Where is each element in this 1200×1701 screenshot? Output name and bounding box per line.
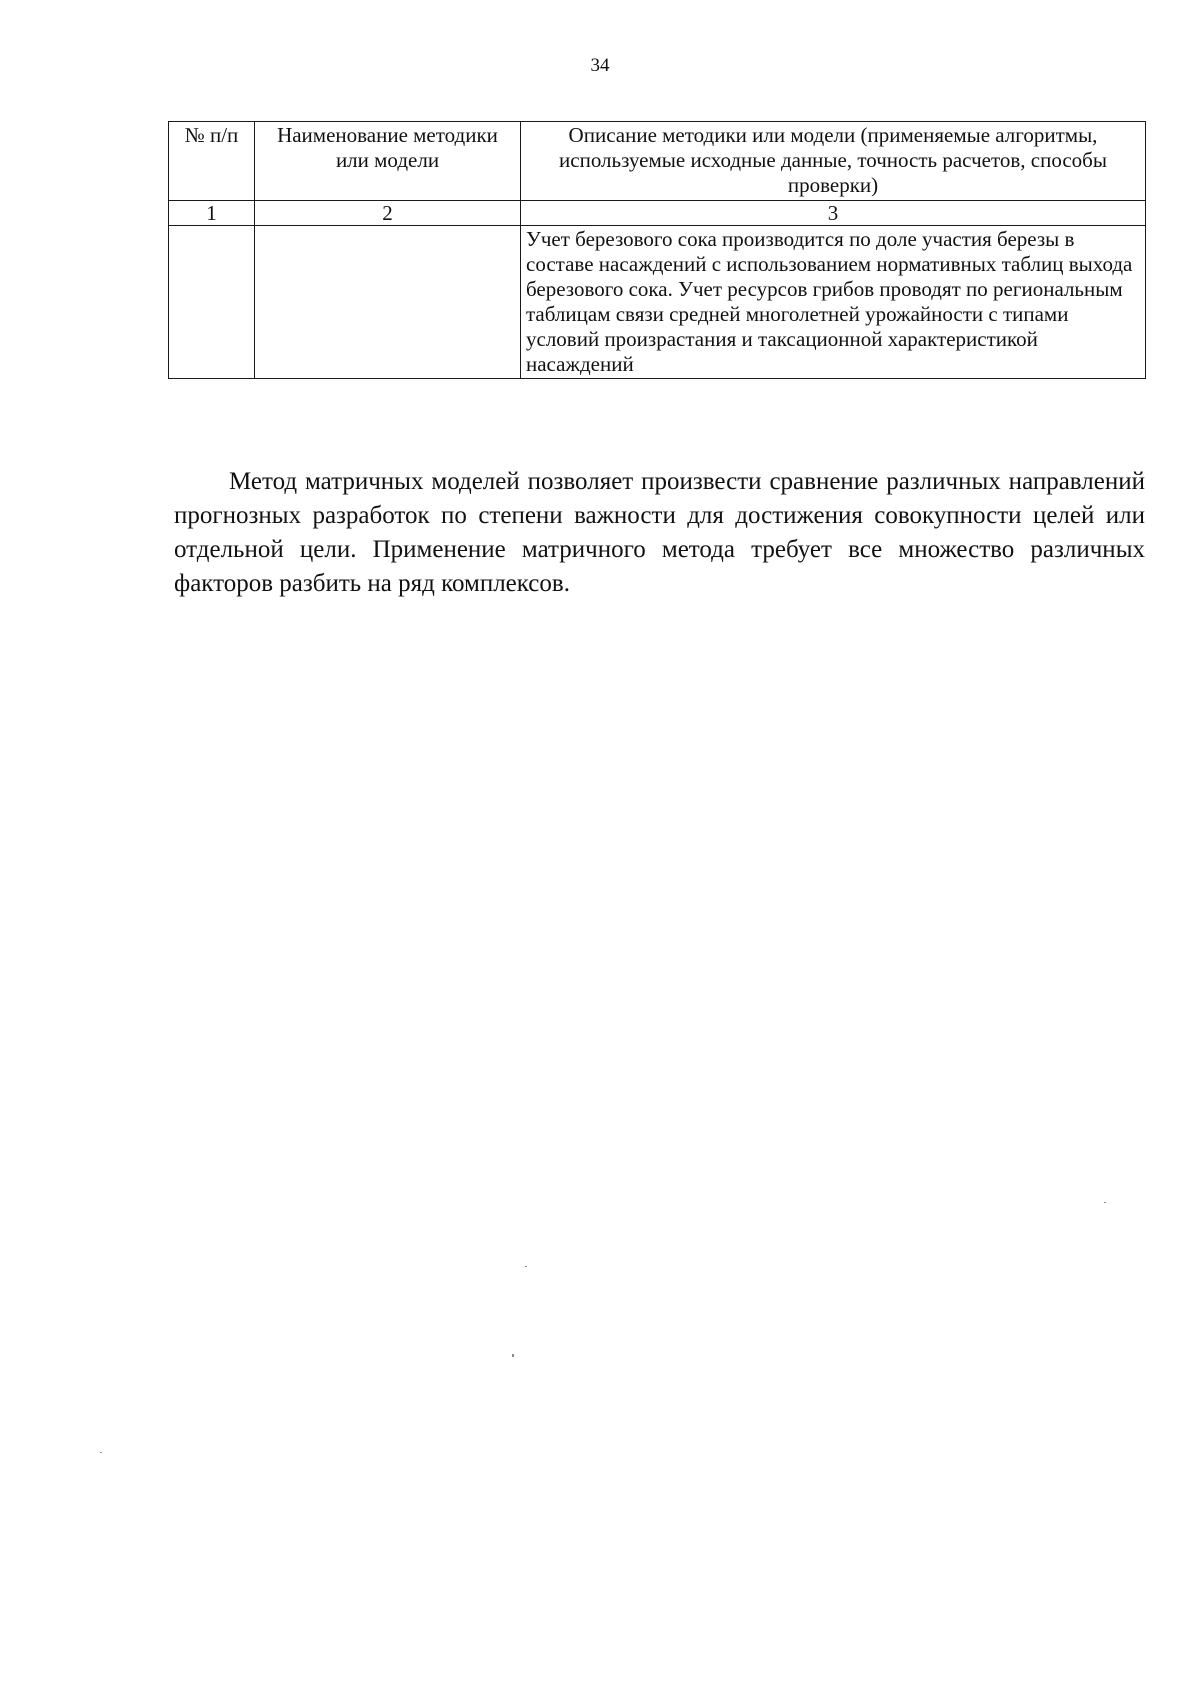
column-number-1: 1 (169, 201, 255, 226)
column-number-2: 2 (255, 201, 521, 226)
page-number: 34 (590, 55, 610, 76)
scan-speck (100, 1452, 102, 1453)
scan-speck (512, 1354, 514, 1357)
table-header (169, 122, 1146, 201)
header-number: № п/п (169, 122, 255, 201)
header-method-description: Описание методики или модели (применяемые алгоритмы, используемые исходные данные, точность расчетов, способы проверки) (521, 122, 1146, 201)
scan-speck (1104, 1202, 1106, 1203)
cell-method-description: Учет березового сока производится по доле участия березы в составе насаждений с использованием нормативных таблиц выхода березового сока. Учет ресурсов грибов проводят по региональным таблицам связи средней многолетней урожайности с типами условий произрастания и таксационной характеристикой насаждений (521, 226, 1146, 379)
header-method-name: Наименование методики или модели (255, 122, 521, 201)
cell-number (169, 226, 255, 379)
column-numbers-row (169, 201, 1146, 226)
table-body (169, 201, 1146, 379)
header-row (169, 122, 1146, 201)
methods-table (168, 121, 1146, 379)
cell-method-name (255, 226, 521, 379)
column-number-3: 3 (521, 201, 1146, 226)
table-row (169, 226, 1146, 379)
scan-speck (525, 1266, 527, 1267)
body-paragraph: Метод матричных моделей позволяет произвести сравнение различных направлений прогнозных разработок по степени важности для достижения совокупности целей или отдельной цели. Применение матричного метода требует все множество различных факторов разбить на ряд комплексов. (174, 468, 1145, 597)
